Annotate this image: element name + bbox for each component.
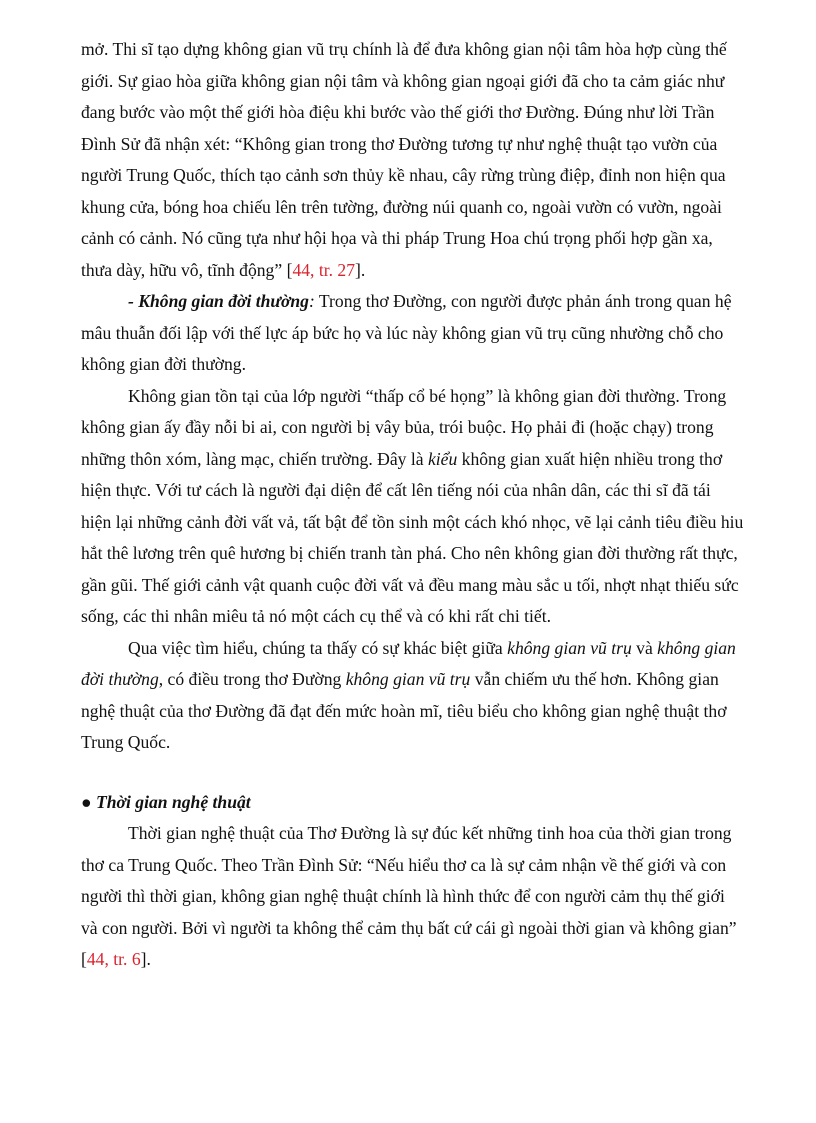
paragraph-text: ]. — [355, 259, 366, 280]
paragraph-text: Không gian tồn tại của lớp người “thấp cổ bé họng” là không gian đời thường. Trong không gian ấy đầy nỗi bi ai, con người bị vây bủa, trói buộc. Họ phải đi (hoặc chạy) trong những thôn xóm, làng mạc, chiến trường. Đây là — [81, 385, 727, 469]
paragraph-comparison — [81, 633, 744, 759]
paragraph-common-people — [81, 381, 744, 633]
paragraph-text: và — [631, 637, 658, 658]
paragraph-daily-space — [81, 286, 744, 381]
paragraph-text: mở. Thi sĩ tạo dựng không gian vũ trụ chính là để đưa không gian nội tâm hòa hợp cùng thế giới. Sự giao hòa giữa không gian nội tâm và không gian ngoại giới đã cho ta cảm giác như đang bước vào một thế giới hòa điệu khi bước vào thế giới thơ Đường. Đúng như lời Trần Đình Sử đã nhận xét: “Không gian trong thơ Đường tương tự như nghệ thuật tạo vườn của người Trung Quốc, thích tạo cảnh sơn thủy kề nhau, cây rừng trùng điệp, đỉnh non hiện qua khung cửa, bóng hoa chiếu lên trên tường, đường núi quanh co, ngoài vườn có vườn, ngoài cảnh có cảnh. Nó cũng tựa như hội họa và thi pháp Trung Hoa chú trọng phối hợp gần xa, thưa dày, hữu vô, tĩnh động” [ — [81, 39, 727, 280]
emphasis-text: không gian đời thường — [81, 637, 736, 689]
emphasis-text: kiểu — [427, 448, 458, 469]
paragraph-text: Qua việc tìm hiểu, chúng ta thấy có sự khác biệt giữa — [128, 637, 508, 658]
paragraph-text: vẫn chiếm ưu thế hơn. Không gian nghệ thuật của thơ Đường đã đạt đến mức hoàn mĩ, tiêu biểu cho không gian nghệ thuật thơ Trung Quốc. — [81, 669, 727, 752]
paragraph-artistic-time — [81, 818, 744, 976]
section-lead: - Không gian đời thường — [128, 291, 309, 311]
citation-reference: 44, tr. 27 — [292, 259, 355, 280]
paragraph-text: , có điều trong thơ Đường — [158, 669, 346, 689]
paragraph-text: ]. — [140, 949, 151, 969]
emphasis-text: không gian vũ trụ — [507, 637, 632, 658]
citation-reference: 44, tr. 6 — [86, 949, 141, 969]
paragraph-garden-space — [81, 34, 744, 286]
paragraph-text: không gian xuất hiện nhiều trong thơ hiện thực. Với tư cách là người đại diện để cất lên tiếng nói của nhân dân, các thi sĩ đã tái hiện lại những cảnh đời vất vả, tất bật để tồn sinh một cách khó nhọc, vẽ lại cảnh tiêu điều hiu hắt thê lương trên quê hương bị chiến tranh tàn phá. Cho nên không gian đời thường rất thực, gần gũi. Thế giới cảnh vật quanh cuộc đời vất vả đều mang màu sắc u tối, nhợt nhạt thiếu sức sống, các thi nhân miêu tả nó một cách cụ thể và có khi rất chi tiết. — [81, 448, 744, 626]
section-gap — [81, 759, 744, 787]
paragraph-text: Thời gian nghệ thuật của Thơ Đường là sự đúc kết những tinh hoa của thời gian trong thơ ca Trung Quốc. Theo Trần Đình Sử: “Nếu hiểu thơ ca là sự cảm nhận về thế giới và con người thì thời gian, không gian nghệ thuật chính là hình thức để con người cảm thụ thế giới và con người. Bởi vì người ta không thể cảm thụ bất cứ cái gì ngoài thời gian và không gian” [ — [81, 823, 737, 969]
paragraph-text: Trong thơ Đường, con người được phản ánh trong quan hệ mâu thuẫn đối lập với thế lực áp bức họ và lúc này không gian vũ trụ cũng nhường chỗ cho không gian đời thường. — [81, 291, 732, 374]
section-heading: ● Thời gian nghệ thuật — [81, 791, 251, 812]
section-lead-colon: : — [308, 291, 315, 311]
emphasis-text: không gian vũ trụ — [345, 669, 471, 689]
